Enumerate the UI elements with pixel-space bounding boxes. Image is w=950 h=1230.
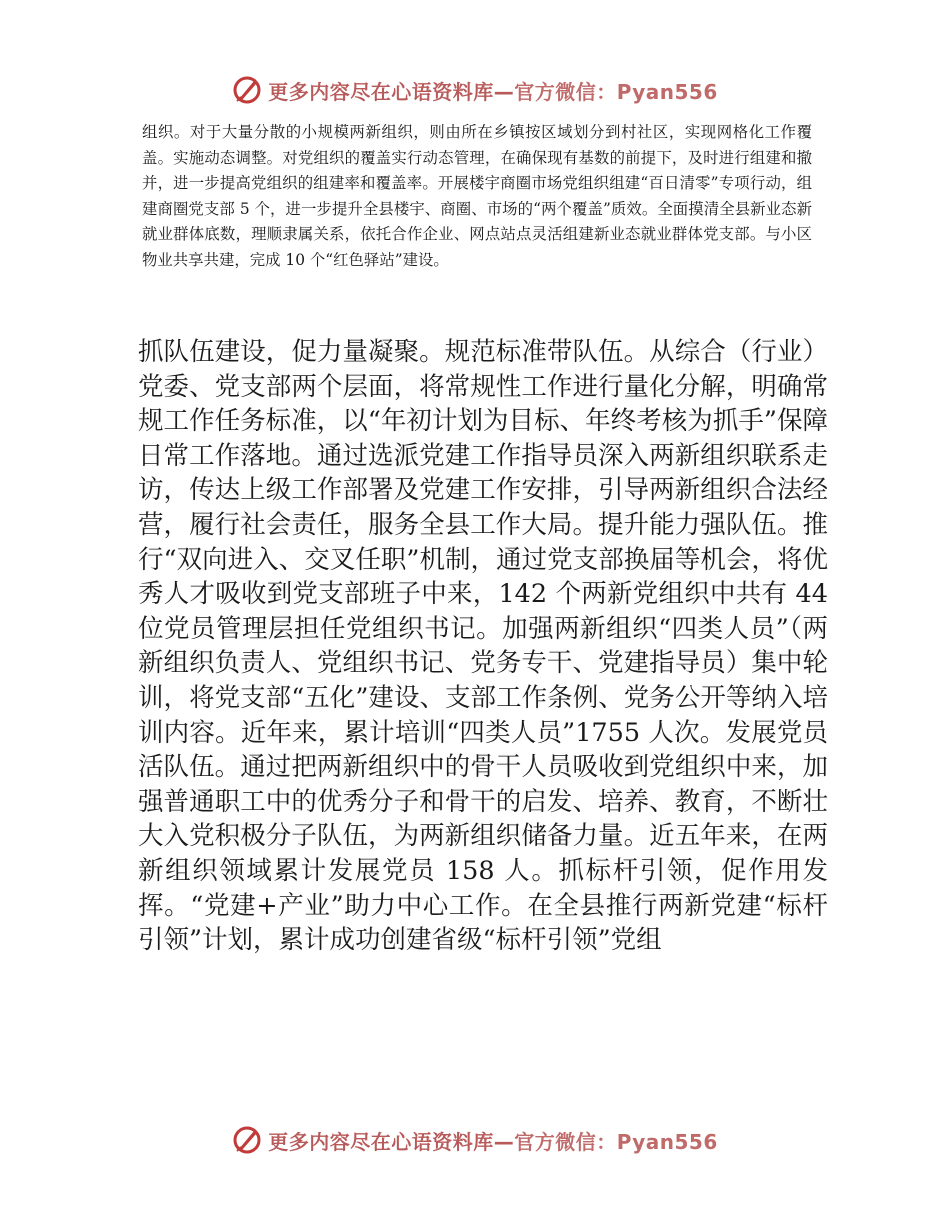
footer-banner (0, 1122, 950, 1158)
feather-pen-logo-icon (232, 75, 262, 105)
paragraph-small-print: 组织。对于大量分散的小规模两新组织，则由所在乡镇按区域划分到村社区，实现网格化工作覆盖。实施动态调整。对党组织的覆盖实行动态管理，在确保现有基数的前提下，及时进行组建和撤并，进一步提高党组织的组建率和覆盖率。开展楼宇商圈市场党组织组建“百日清零”专项行动，组建商圈党支部 5 个，进一步提升全县楼宇、商圈、市场的“两个覆盖”质效。全面摸清全县新业态新就业群体底数，理顺隶属关系，依托合作企业、网点站点灵活组建新业态就业群体党支部。与小区物业共享共建，完成 10 个“红色驿站”建设。 (142, 123, 812, 269)
feather-pen-logo-icon (232, 1125, 262, 1155)
paragraph-main-body: 抓队伍建设，促力量凝聚。规范标准带队伍。从综合（行业）党委、党支部两个层面，将常规性工作进行量化分解，明确常规工作任务标准，以“年初计划为目标、年终考核为抓手”保障日常工作落地。通过选派党建工作指导员深入两新组织联系走访，传达上级工作部署及党建工作安排，引导两新组织合法经营，履行社会责任，服务全县工作大局。提升能力强队伍。推行“双向进入、交叉任职”机制，通过党支部换届等机会，将优秀人才吸收到党支部班子中来，142 个两新党组织中共有 44 位党员管理层担任党组织书记。加强两新组织“四类人员”（两新组织负责人、党组织书记、党务专干、党建指导员）集中轮训，将党支部“五化”建设、支部工作条例、党务公开等纳入培训内容。近年来，累计培训“四类人员”1755 人次。发展党员活队伍。通过把两新组织中的骨干人员吸收到党组织中来，加强普通职工中的优秀分子和骨干的启发、培养、教育，不断壮大入党积极分子队伍，为两新组织储备力量。近五年来，在两新组织领域累计发展党员 158 人。抓标杆引领，促作用发挥。“党建+产业”助力中心工作。在全县推行两新党建“标杆引领”计划，累计成功创建省级“标杆引领”党组 (138, 337, 828, 956)
footer-banner-text: 更多内容尽在心语资料库—官方微信：Pyan556 (268, 1129, 718, 1154)
header-banner-text: 更多内容尽在心语资料库—官方微信：Pyan556 (268, 79, 718, 104)
header-banner (0, 72, 950, 108)
